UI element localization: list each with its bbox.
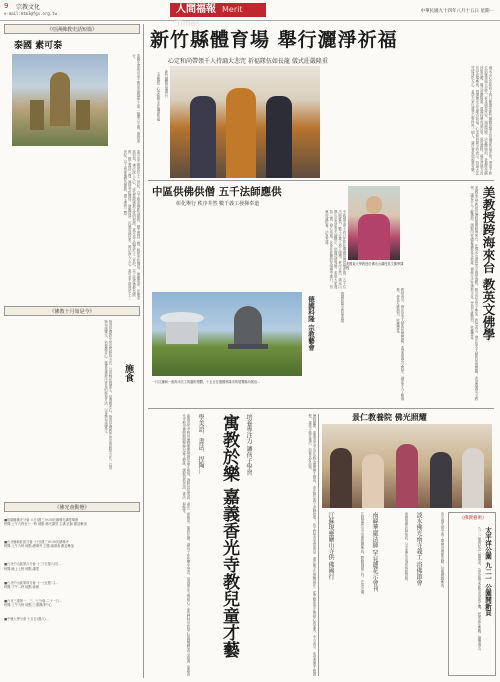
activity-list: ■桃園縣佛光分會 六日(週三)9:30於縣佛光講堂舉辦 時間:上午九時至十一時 地點:佛光講堂 主講:法師 歡迎參加 ■台北縣新莊區分會 十日(週三)9:30於總導寺 時間:上午九時 地點:總導寺 主題:讀書會 歡迎參加 ■台北中山區第六分會 十三日(週六)於... 時間:晚上七時 地點:講堂 ■台北中山區第四分會 十一日(週二)... 時間:下午二時 地點:會館 ■台北三重第一、三、七分會 二十一日... 時間:上午九時 地點:三重禪淨中心 ■中壢大學分會 十五日(週六)...: [4, 516, 140, 676]
left-column: 《亞洲佛教史話短篇》 泰國 素可泰 泰國北部素可泰王朝是泰國歷史上第一個獨立王朝，佛教盛行。 素可泰王朝建於十三世紀，以上座部佛教為國教，國王護持三寶，興建寺院佛塔，僧團清淨，民眾虔誠信奉，佛法深入人心，成為泰國佛教文化的根源。素可泰王朝建於十三世紀，以上座部佛教為國教，國王護持三寶，興建寺院佛塔，僧團清淨，民眾虔誠信奉，佛法深入人心。素可泰王朝建於十三世紀，以上座部佛教為國教，國王護持三寶。 《佛教十月如是今》 施食是佛教中常見的修持方法，以食物布施眾生，培養慈悲心。施食是佛教中常見的修持方法，以食物布施眾生，培養慈悲心。施食是佛教中常見的修持方法，以食物布施眾生。 施食 《佛光會動態》 ■桃園縣佛光分會 六日(週三)9:30於縣佛光講堂舉辦 時間:上午九時至十一時 地點:佛光講堂 主講:法師 歡迎參加 ■台北縣新莊區分會 十日(週三)9:30於總導寺 時間:上午九時 地點:總導寺 主題:讀書會 歡迎參加 ■台北中山區第六分會 十三日(週六)於... 時間:晚上七時 地點:講堂 ■台北中山區第四分會 十一日(週二)... 時間:下午二時 地點:會館 ■台北三重第一、三、七分會 二十一日... 時間:上午九時 地點:三重禪淨中心 ■中壢大學分會 十五日(週六)...: [4, 24, 140, 678]
list-item: ■台北縣新莊區分會 十日(週三)9:30於總導寺: [4, 540, 69, 545]
sidebar-box: 《佛教藝術》 太平洋公園 九二一 公園開新頁 九二一地震紀念公園落成，為災區帶來新的希望與生機，民眾前往參觀，緬懷過去。: [448, 512, 496, 676]
list-item: ■中壢大學分會 十五日(週六)...: [4, 617, 49, 622]
logo-text: 人間福報: [176, 4, 216, 15]
column-divider: [143, 24, 144, 678]
ceremony-photo: [170, 66, 320, 178]
main-subhead: 心定和尚帶領千人持誦大悲咒 祈福隊伍如長龍 儀式莊嚴隆重: [168, 58, 328, 65]
masthead: [0, 0, 500, 28]
box2-headline: 施食: [123, 364, 133, 382]
list-item: ■台北中山區第六分會 十三日(週六)於...: [4, 562, 62, 567]
professor-photo: [348, 186, 400, 260]
temple-photo: [12, 54, 108, 146]
story3-caption: 美國某大學教授於佛光山講授英文佛學課程: [346, 262, 404, 271]
list-item: ■台北中山區第四分會 十一日(週二)...: [4, 580, 59, 585]
newspaper-logo: [170, 3, 266, 28]
section-name: 宗教文化: [16, 4, 41, 11]
story5-sub1: 學美語、書法、捏陶…: [197, 414, 204, 474]
box-story-headline: 太平洋公園 九二一 公園開新頁: [484, 527, 492, 617]
logo-subtitle: Merit Times: [176, 5, 243, 28]
box1-title: 《亞洲佛教史話短篇》: [4, 24, 140, 34]
story3-headline: 美教授跨海來台 教英文佛學: [481, 186, 496, 341]
main-headline: 新竹縣體育場 舉行灑淨祈福: [150, 29, 398, 51]
story6-sub-a: 江蘇現靈巖山寺供 佛國行: [327, 512, 334, 580]
story5-headline: 寓教於樂 嘉義香光寺教兒童才藝: [219, 414, 239, 658]
box3-title: 《佛光會動態》: [4, 502, 140, 512]
institution-photo: [322, 424, 492, 508]
list-item: ■桃園縣佛光分會 六日(週三)9:30於縣佛光講堂舉辦: [4, 518, 79, 522]
list-item: ■台北三重第一、三、七分會 二十一日...: [4, 598, 63, 603]
story6-sub-c: 淡水佛光南寺義工 浴佛節會: [415, 512, 422, 586]
story2-subhead: 彰化舉行 秩序井然 數千義工發揮奉道: [176, 201, 260, 207]
story6-sub-b: 南韓華嚴法師 罕見蓮花示會刊: [371, 512, 378, 592]
story2-headline: 中區供佛供僧 五千法師應供: [152, 186, 282, 198]
story4-caption: 一口巨鐘和一座尚未完工的圓形塑體，十五日在德國科隆市的展覽場內展出...: [152, 380, 261, 384]
box-story-title: 《佛教藝術》: [459, 516, 487, 521]
story6-headline: 景仁教養院 佛光照耀: [352, 412, 427, 422]
issue-date: 中華民國九十四年八月十五日 星期一: [420, 9, 494, 14]
bell-photo: [152, 292, 302, 376]
page-number: 9: [4, 2, 9, 10]
box2-title: 《佛教十月如是今》: [4, 306, 140, 316]
story4-side-label: 德國科隆 宗教藝會: [307, 296, 315, 351]
contact-email: e-mail:mtm3@fgs.org.tw: [4, 11, 57, 16]
box1-headline: 泰國 素可泰: [14, 41, 63, 51]
story5-sub2: 培養專注力 讓孩子學習: [245, 414, 252, 476]
